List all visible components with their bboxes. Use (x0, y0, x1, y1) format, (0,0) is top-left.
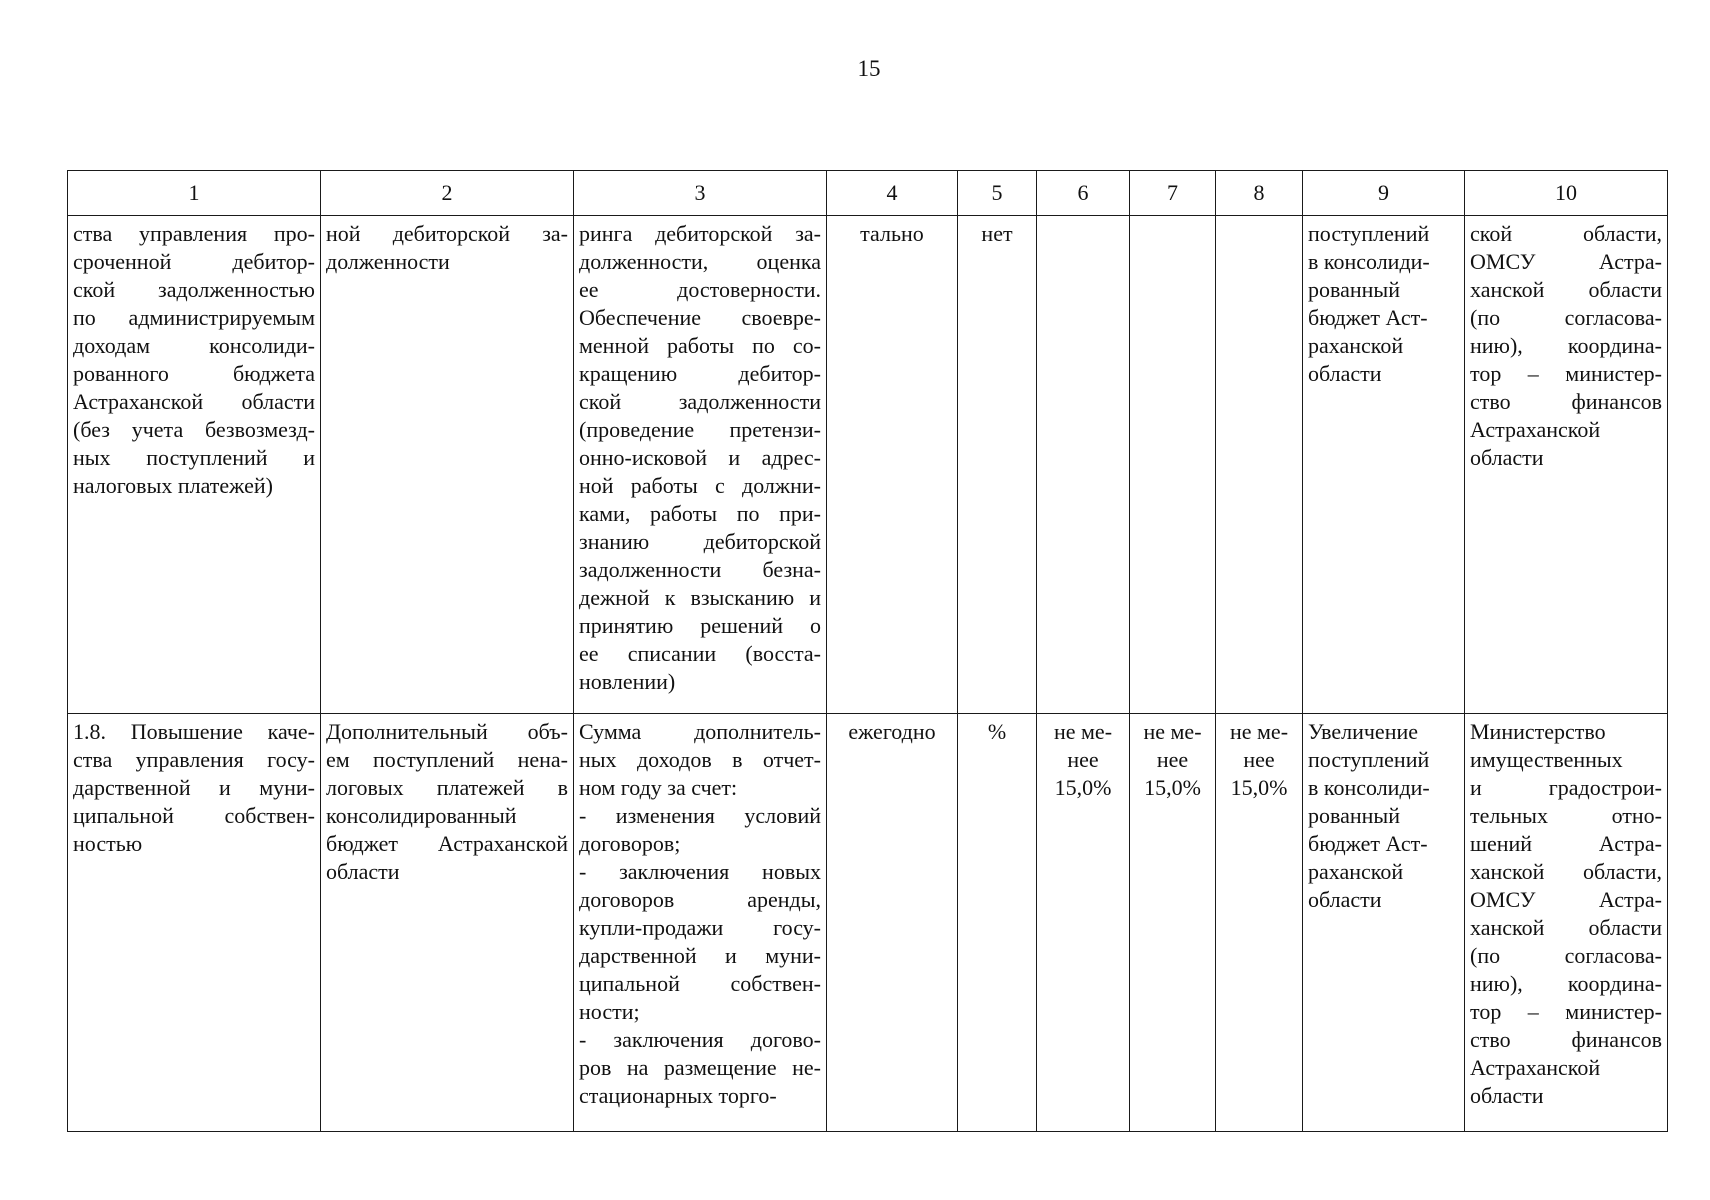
cell-text-line: дарственной и муни- (73, 775, 315, 800)
cell-text-line: долженности, оценка (579, 249, 821, 274)
cell-text-line: задолженности безна- (579, 557, 821, 582)
column-header: 6 (1037, 171, 1130, 216)
cell-text-line: - заключения новых (579, 859, 821, 884)
cell-text-line: бюджет Аст- (1308, 831, 1428, 856)
cell-text-line: - изменения условий (579, 803, 821, 828)
cell-text-line: налоговых платежей) (73, 473, 273, 498)
cell-period (827, 216, 958, 714)
cell-text-line: имущественных (1470, 747, 1623, 772)
cell-text-line: менной работы по со- (579, 333, 821, 358)
cell-text-line: 15,0% (1230, 775, 1288, 800)
cell-text-line: ОМСУ Астра- (1470, 887, 1662, 912)
cell-text-line: ство финансов (1470, 389, 1662, 414)
cell-text-line: ной дебиторской за- (326, 221, 568, 246)
cell-target-2 (1130, 216, 1216, 714)
cell-text-line: шений Астра- (1470, 831, 1662, 856)
cell-text-line: сроченной дебитор- (73, 249, 315, 274)
cell-text-line: области (1470, 1083, 1544, 1108)
cell-text-line: ханской области, (1470, 859, 1662, 884)
cell-text-line: доходам консолиди- (73, 333, 315, 358)
column-header: 5 (958, 171, 1037, 216)
cell-target-3 (1216, 216, 1303, 714)
cell-text-line: не ме- (1229, 719, 1289, 744)
cell-text-line: тор – министер- (1470, 361, 1662, 386)
cell-text-line: дежной к взысканию и (579, 585, 821, 610)
cell-text-line: Дополнительный объ- (326, 719, 568, 744)
table-row (68, 714, 1668, 1132)
cell-text-line: знанию дебиторской (579, 529, 821, 554)
cell-text-line: (без учета безвозмезд- (73, 417, 315, 442)
page-number: 15 (857, 56, 881, 81)
cell-text-line: (проведение претензи- (579, 417, 821, 442)
cell-text-line: Астраханской (1470, 1055, 1601, 1080)
cell-text-line: поступлений (1308, 221, 1430, 246)
cell-text-line: рованный (1308, 277, 1400, 302)
cell-text-line: ципальной собствен- (73, 803, 315, 828)
cell-text-line: ской области, (1470, 221, 1662, 246)
cell-text-line: области (326, 859, 400, 884)
cell-text-line: купли-продажи госу- (579, 915, 821, 940)
cell-measure (68, 714, 321, 1132)
cell-text-line: ства управления госу- (73, 747, 315, 772)
cell-text-line: тально (860, 221, 924, 246)
cell-text-line: ных поступлений и (73, 445, 315, 470)
cell-text-line: логовых платежей в (326, 775, 568, 800)
cell-text-line: нет (981, 221, 1013, 246)
cell-text-line: Обеспечение своевре- (579, 305, 821, 330)
cell-text-line: 15,0% (1054, 775, 1112, 800)
cell-text-line: ности; (579, 999, 640, 1024)
cell-text-line: нее (1243, 747, 1275, 772)
cell-text-line: % (987, 719, 1007, 744)
cell-text-line: новлении) (579, 669, 676, 694)
cell-unit (958, 216, 1037, 714)
cell-text-line: не ме- (1053, 719, 1113, 744)
cell-text-line: в консолиди- (1308, 775, 1430, 800)
cell-text-line: ства управления про- (73, 221, 315, 246)
cell-text-line: ном году за счет: (579, 775, 738, 800)
cell-text-line: бюджет Астраханской (326, 831, 568, 856)
cell-text-line: Увеличение (1308, 719, 1419, 744)
table-row (68, 216, 1668, 714)
cell-text-line: ханской области (1470, 277, 1662, 302)
cell-text-line: Сумма дополнитель- (579, 719, 821, 744)
column-header: 4 (827, 171, 958, 216)
table-header-row (68, 171, 1668, 216)
cell-indicator (321, 714, 574, 1132)
column-header: 8 (1216, 171, 1303, 216)
column-header: 7 (1130, 171, 1216, 216)
cell-text-line: онно-исковой и адрес- (579, 445, 821, 470)
cell-target-3 (1216, 714, 1303, 1132)
cell-responsible (1465, 714, 1668, 1132)
cell-text-line: Министерство (1470, 719, 1606, 744)
cell-text-line: по администрируемым (73, 305, 315, 330)
cell-text-line: ханской области (1470, 915, 1662, 940)
cell-text-line: в консолиди- (1308, 249, 1430, 274)
column-header: 10 (1465, 171, 1668, 216)
cell-text-line: (по согласова- (1470, 305, 1662, 330)
cell-text-line: ство финансов (1470, 1027, 1662, 1052)
cell-method (574, 714, 827, 1132)
cell-text-line: ОМСУ Астра- (1470, 249, 1662, 274)
column-header: 1 (68, 171, 321, 216)
cell-text-line: ностью (73, 831, 143, 856)
cell-period (827, 714, 958, 1132)
cell-text-line: ее достоверности. (579, 277, 821, 302)
cell-text-line: бюджет Аст- (1308, 305, 1428, 330)
cell-text-line: раханской (1308, 859, 1404, 884)
cell-target-1 (1037, 714, 1130, 1132)
cell-measure (68, 216, 321, 714)
cell-text-line: рованного бюджета (73, 361, 315, 386)
cell-text-line: ем поступлений нена- (326, 747, 568, 772)
cell-text-line: нее (1156, 747, 1189, 772)
cell-unit (958, 714, 1037, 1132)
cell-text-line: тельных отно- (1470, 803, 1662, 828)
cell-text-line: принятию решений о (579, 613, 821, 638)
cell-text-line: кращению дебитор- (579, 361, 821, 386)
cell-text-line: ежегодно (848, 719, 936, 744)
cell-text-line: ками, работы по при- (579, 501, 821, 526)
cell-text-line: ной работы с должни- (579, 473, 821, 498)
cell-text-line: области (1470, 445, 1544, 470)
cell-result (1303, 216, 1465, 714)
cell-text-line: дарственной и муни- (579, 943, 821, 968)
cell-text-line: договоров; (579, 831, 681, 856)
cell-text-line: нию), координа- (1470, 333, 1662, 358)
cell-text-line: (по согласова- (1470, 943, 1662, 968)
cell-text-line: ской задолженности (579, 389, 821, 414)
cell-text-line: стационарных торго- (579, 1083, 777, 1108)
cell-text-line: не ме- (1143, 719, 1202, 744)
cell-text-line: нию), координа- (1470, 971, 1662, 996)
cell-text-line: договоров аренды, (579, 887, 821, 912)
cell-text-line: поступлений (1308, 747, 1430, 772)
cell-text-line: 15,0% (1144, 775, 1201, 800)
cell-text-line: консолидированный (326, 803, 517, 828)
cell-text-line: нее (1067, 747, 1099, 772)
cell-text-line: ров на размещение не- (579, 1055, 821, 1080)
cell-text-line: и градострои- (1470, 775, 1662, 800)
cell-text-line: рованный (1308, 803, 1400, 828)
cell-result (1303, 714, 1465, 1132)
cell-responsible (1465, 216, 1668, 714)
cell-text-line: - заключения догово- (579, 1027, 821, 1052)
cell-text-line: области (1308, 361, 1382, 386)
measures-table (67, 170, 1668, 1132)
cell-text-line: ской задолженностью (73, 277, 315, 302)
cell-text-line: долженности (326, 249, 450, 274)
cell-text-line: Астраханской области (73, 389, 315, 414)
cell-indicator (321, 216, 574, 714)
column-header: 9 (1303, 171, 1465, 216)
column-header: 2 (321, 171, 574, 216)
cell-text-line: тор – министер- (1470, 999, 1662, 1024)
cell-text-line: Астраханской (1470, 417, 1601, 442)
cell-target-1 (1037, 216, 1130, 714)
cell-text-line: раханской (1308, 333, 1404, 358)
cell-text-line: ципальной собствен- (579, 971, 821, 996)
cell-method (574, 216, 827, 714)
column-header: 3 (574, 171, 827, 216)
cell-text-line: ных доходов в отчет- (579, 747, 821, 772)
cell-text-line: области (1308, 887, 1382, 912)
cell-text-line: ринга дебиторской за- (579, 221, 821, 246)
cell-text-line: ее списании (восста- (579, 641, 821, 666)
cell-text-line: 1.8. Повышение каче- (73, 719, 315, 744)
cell-target-2 (1130, 714, 1216, 1132)
